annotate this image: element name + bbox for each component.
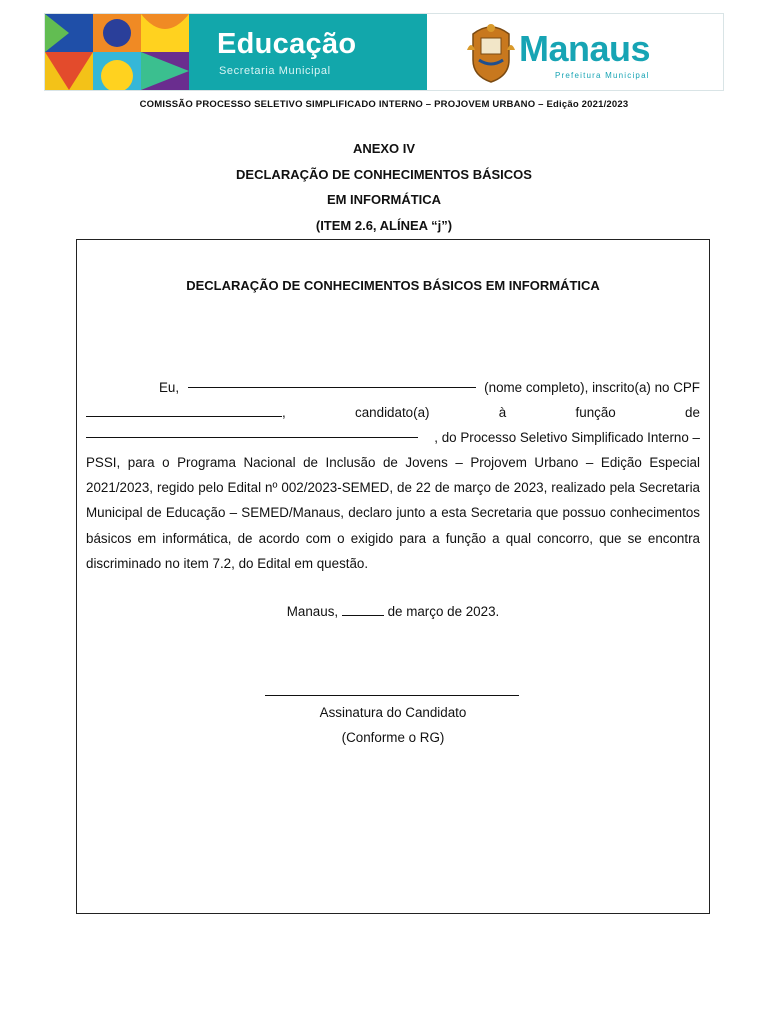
annex-title-cont: EM INFORMÁTICA: [326, 192, 442, 207]
colorful-tiles-logo-icon: [45, 14, 189, 90]
educacao-logo: [45, 14, 427, 90]
paragraph-line-name: [86, 375, 700, 400]
declaration-title: DECLARAÇÃO DE CONHECIMENTOS BÁSICOS EM INFORMÁTICA: [186, 278, 600, 293]
manaus-crest-icon: [465, 20, 517, 84]
nome-completo-text: (nome completo), inscrito(a) no CPF: [484, 380, 700, 395]
manaus-subtitle: Prefeitura Municipal: [555, 71, 650, 80]
function-blank[interactable]: [86, 425, 418, 438]
funcao-text: função: [575, 405, 616, 421]
signature-label: Assinatura do Candidato: [319, 705, 467, 720]
signature-line[interactable]: [265, 695, 519, 696]
header-banner: [44, 13, 724, 91]
a-text: à: [498, 405, 507, 421]
declaration-paragraph: [86, 375, 700, 576]
commission-line: COMISSÃO PROCESSO SELETIVO SIMPLIFICADO INTERNO – PROJOVEM URBANO – Edição 2021/2023: [139, 99, 629, 110]
day-blank[interactable]: [342, 603, 384, 616]
paragraph-line-cpf: , candidato(a) à função de: [86, 400, 700, 425]
declaration-box: [76, 239, 710, 914]
educacao-subtitle: Secretaria Municipal: [219, 65, 331, 77]
paragraph-rest: PSSI, para o Programa Nacional de Inclusão de Jovens – Projovem Urbano – Edição Especial 2021/2023, regido pelo Edital nº 002/2023-SEMED, de 22 de março de 2023, realizado pela Secretaria Municipal de Educação – SEMED/Manaus, declaro junto a esta Secretaria que possuo conhecimentos básicos em informática, de acordo com o exigido para a função a qual concorro, que se encontra discriminado no item 7.2, do Edital em questão.: [86, 455, 700, 571]
annex-item-ref: (ITEM 2.6, ALÍNEA “j”): [315, 217, 453, 233]
de-text: de: [685, 405, 700, 421]
cpf-blank[interactable]: [86, 404, 282, 417]
paragraph-line-function: [86, 425, 700, 450]
annex-heading: [0, 140, 768, 242]
eu-text: Eu,: [159, 380, 180, 395]
full-name-blank[interactable]: [188, 375, 476, 388]
date-rest-text: de março de 2023.: [387, 604, 500, 619]
candidato-text: candidato(a): [355, 405, 430, 421]
annex-title: DECLARAÇÃO DE CONHECIMENTOS BÁSICOS: [236, 166, 532, 182]
annex-number: ANEXO IV: [352, 141, 416, 156]
date-line: [77, 603, 709, 619]
educacao-title: Educação: [217, 28, 357, 60]
city-text: Manaus,: [286, 604, 339, 619]
manaus-title: Manaus: [519, 28, 651, 69]
manaus-logo: [427, 14, 723, 90]
pssi-intro-text: , do Processo Seletivo Simplificado Interno –: [434, 430, 700, 446]
signature-note: (Conforme o RG): [341, 730, 445, 745]
